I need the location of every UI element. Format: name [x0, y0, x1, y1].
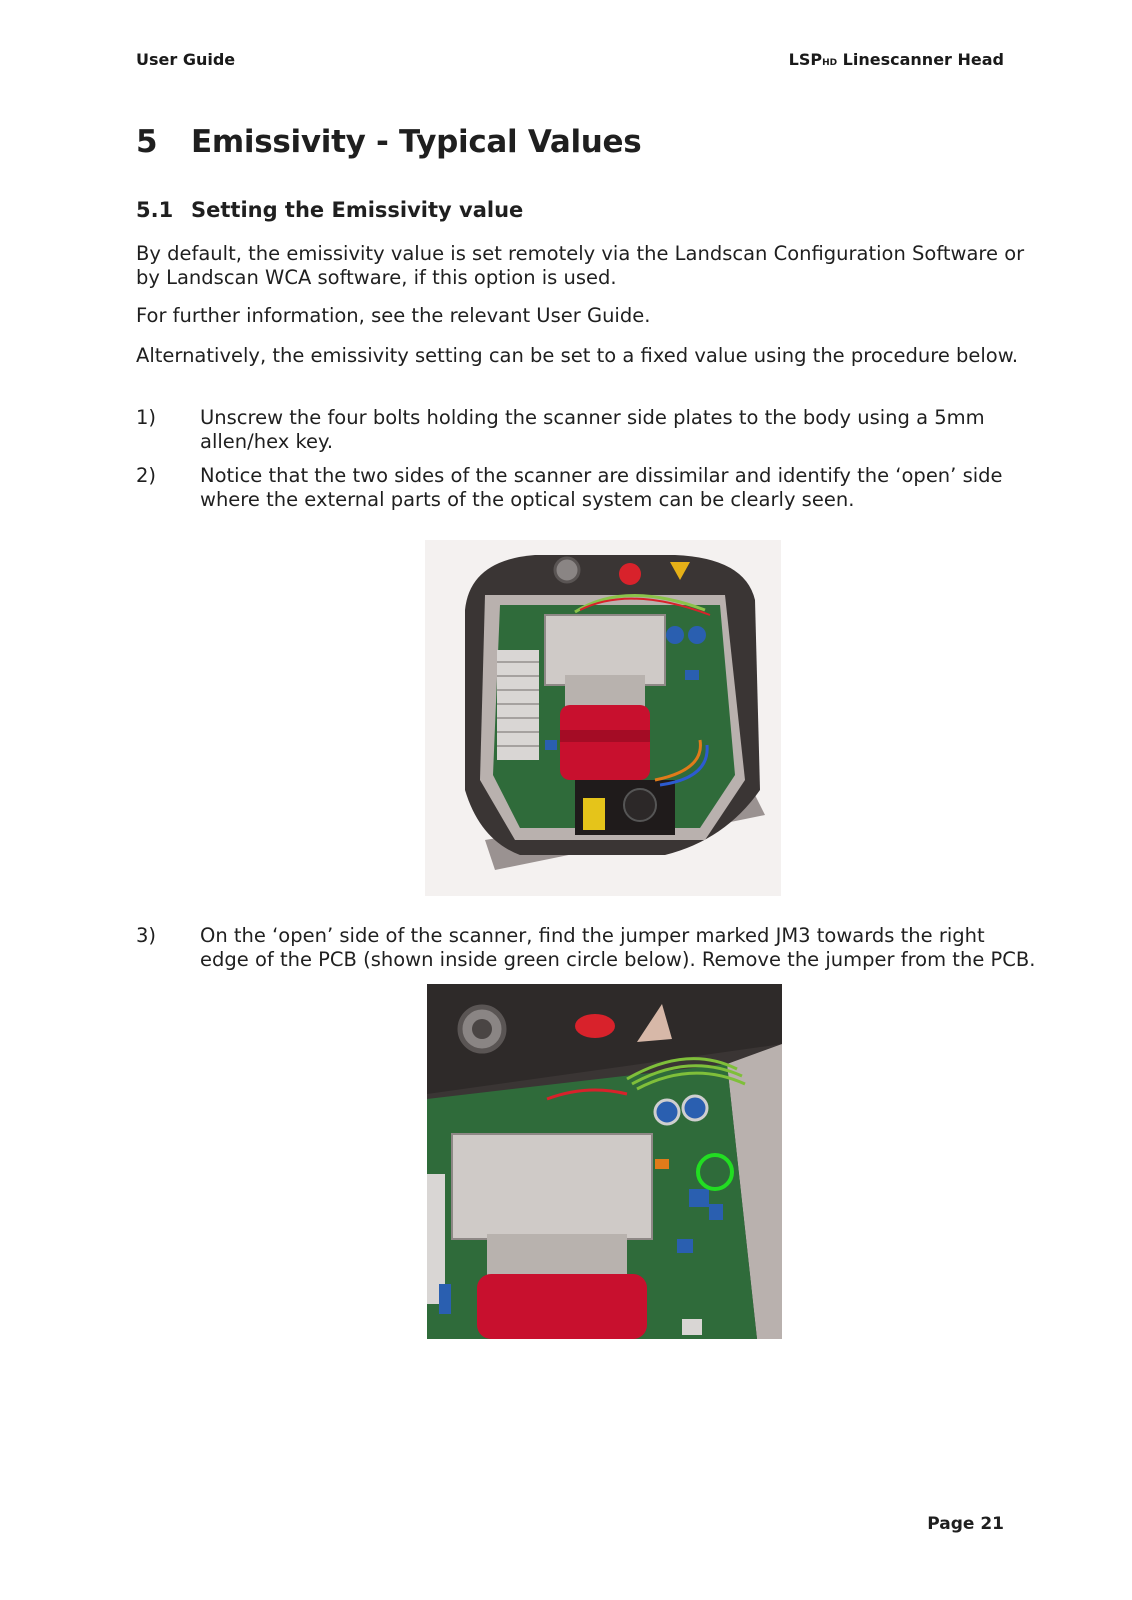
scanner-jumper-closeup-photo: [427, 984, 782, 1339]
subsection-title: Setting the Emissivity value: [191, 198, 524, 222]
running-header-left: User Guide: [136, 50, 236, 69]
paragraph-default: By default, the emissivity value is set remotely via the Landscan Configuration Software or by Landscan WCA software, if this option is used.: [136, 242, 1025, 289]
paragraph-alternative: Alternatively, the emissivity setting can be set to a fixed value using the procedure below.: [136, 344, 1019, 367]
subsection-number: 5.1: [136, 198, 174, 222]
product-name: LSP: [788, 50, 823, 69]
subsection-heading: [136, 198, 523, 222]
paragraph-further-info: For further information, see the relevant User Guide.: [136, 304, 651, 327]
step-number: 2): [136, 464, 157, 487]
step-number: 1): [136, 406, 157, 429]
scanner-open-side-photo: [425, 540, 781, 896]
step-text: Unscrew the four bolts holding the scanner side plates to the body using a 5mm allen/hex key.: [200, 406, 985, 453]
product-subscript: HD: [822, 58, 838, 68]
section-number: 5: [136, 124, 158, 160]
page-number: Page 21: [927, 1514, 1004, 1534]
running-header-right: [789, 50, 1004, 69]
step-text: Notice that the two sides of the scanner are dissimilar and identify the ‘open’ side where the external parts of the optical system can be clearly seen.: [200, 464, 1003, 511]
step-number: 3): [136, 924, 157, 947]
step-text: On the ‘open’ side of the scanner, find the jumper marked JM3 towards the right edge of the PCB (shown inside green circle below). Remove the jumper from the PCB.: [200, 924, 1036, 971]
section-heading: [136, 124, 641, 160]
product-suffix: Linescanner Head: [837, 50, 1004, 69]
section-title: Emissivity - Typical Values: [191, 124, 642, 160]
